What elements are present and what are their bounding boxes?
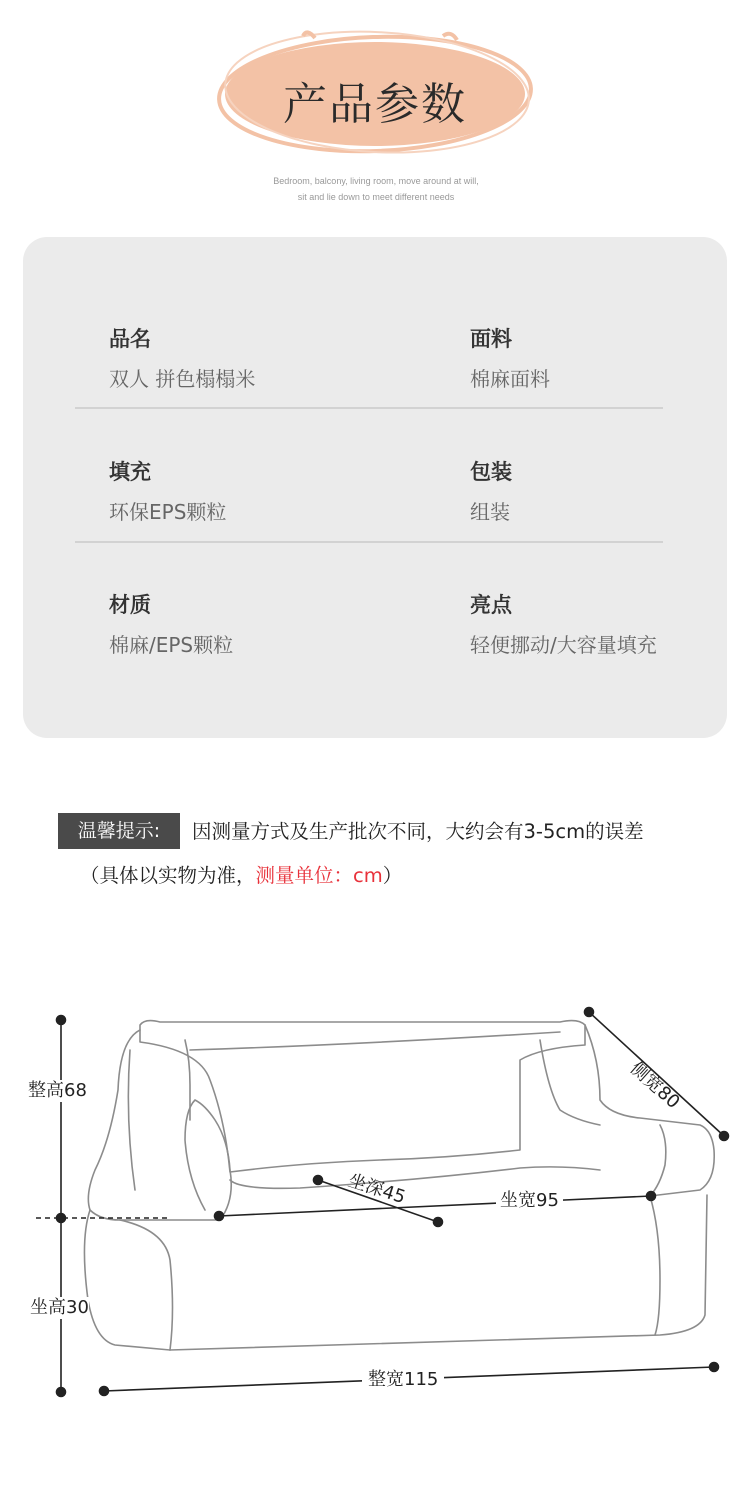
seat-height-label: 坐高30 bbox=[30, 1297, 89, 1318]
dimension-dot bbox=[585, 1008, 594, 1017]
page-title: 产品参数 bbox=[283, 79, 467, 130]
seat-width-line bbox=[219, 1196, 651, 1216]
subtitle-line-2: sit and lie down to meet different needs bbox=[297, 192, 455, 202]
param-value: 组装 bbox=[470, 500, 510, 524]
dimension-dot bbox=[57, 1016, 66, 1025]
param-item bbox=[109, 589, 233, 658]
param-label: 亮点 bbox=[470, 593, 512, 617]
divider bbox=[75, 407, 663, 409]
dimension-dot bbox=[57, 1388, 66, 1397]
param-label: 包装 bbox=[470, 460, 512, 484]
seat-depth-label: 坐深45 bbox=[345, 1170, 409, 1209]
seat-width-label: 坐宽95 bbox=[496, 1190, 563, 1212]
dimension-dot bbox=[720, 1132, 729, 1141]
sofa-diagram bbox=[0, 990, 752, 1430]
title-badge bbox=[215, 28, 535, 158]
dimension-dot bbox=[100, 1387, 109, 1396]
notice-line-2 bbox=[80, 860, 402, 888]
dimension-dot bbox=[710, 1363, 719, 1372]
subtitle-line-1: Bedroom, balcony, living room, move around at will, bbox=[273, 176, 479, 186]
subtitle bbox=[0, 173, 752, 205]
notice-note: （具体以实物为准， bbox=[80, 864, 256, 887]
param-label: 填充 bbox=[109, 460, 151, 484]
param-item bbox=[470, 323, 550, 392]
param-label: 面料 bbox=[470, 327, 512, 351]
param-item bbox=[470, 589, 657, 658]
dimension-dot bbox=[215, 1212, 224, 1221]
divider bbox=[75, 541, 663, 543]
dimension-dot bbox=[434, 1218, 443, 1227]
param-label: 材质 bbox=[109, 593, 151, 617]
notice-badge: 温馨提示: bbox=[58, 813, 180, 849]
total-height-label: 整高68 bbox=[28, 1080, 87, 1101]
dimension-dot bbox=[314, 1176, 323, 1185]
param-value: 棉麻/EPS颗粒 bbox=[109, 633, 234, 657]
dimension-dot bbox=[647, 1192, 656, 1201]
notice-text: 因测量方式及生产批次不同，大约会有3-5cm的误差 bbox=[192, 820, 644, 843]
param-value: 轻便挪动/大容量填充 bbox=[470, 633, 657, 657]
param-item bbox=[470, 456, 512, 525]
param-item bbox=[109, 456, 226, 525]
param-value: 棉麻面料 bbox=[470, 367, 550, 391]
notice-note-end: ） bbox=[382, 864, 403, 887]
total-width-label: 整宽115 bbox=[362, 1369, 444, 1391]
param-value: 环保EPS颗粒 bbox=[109, 500, 227, 524]
side-width-label: 侧宽80 bbox=[625, 1058, 684, 1114]
measure-unit-note: 测量单位：cm bbox=[255, 864, 383, 887]
param-card bbox=[23, 237, 727, 738]
param-value: 双人 拼色榻榻米 bbox=[109, 367, 256, 391]
param-label: 品名 bbox=[109, 327, 151, 351]
param-item bbox=[109, 323, 255, 392]
